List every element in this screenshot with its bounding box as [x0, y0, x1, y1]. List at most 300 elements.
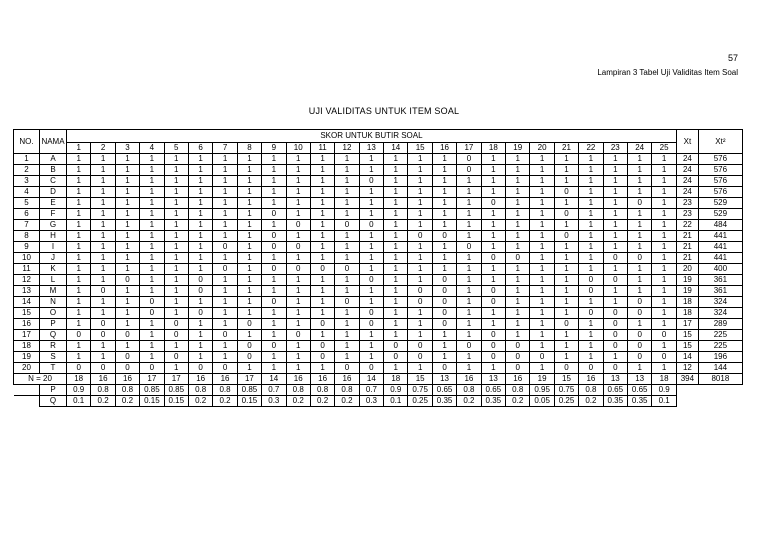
score-cell: 1: [530, 308, 554, 319]
score-cell: 0: [432, 319, 456, 330]
score-cell: 1: [213, 319, 237, 330]
p-cell: 0.8: [213, 385, 237, 396]
score-cell: 1: [67, 319, 91, 330]
score-cell: 0: [554, 231, 578, 242]
score-cell: 0: [579, 275, 603, 286]
blank-cell: [676, 396, 742, 407]
score-cell: 1: [408, 165, 432, 176]
score-cell: 1: [603, 297, 627, 308]
score-cell: 1: [188, 220, 212, 231]
score-cell: 1: [384, 286, 408, 297]
score-cell: 1: [91, 187, 115, 198]
score-cell: 1: [481, 242, 505, 253]
score-cell: 0: [481, 297, 505, 308]
q-cell: 0.2: [579, 396, 603, 407]
table-row: [14, 264, 743, 275]
score-cell: 0: [627, 198, 651, 209]
score-cell: 1: [384, 308, 408, 319]
score-cell: 1: [359, 154, 383, 165]
score-cell: 1: [457, 187, 481, 198]
xt-cell: 15: [676, 341, 698, 352]
xt-squared-cell: 225: [698, 330, 742, 341]
score-cell: 0: [213, 363, 237, 374]
score-cell: 1: [213, 198, 237, 209]
score-cell: 0: [115, 363, 139, 374]
score-cell: 1: [67, 209, 91, 220]
score-cell: 1: [627, 319, 651, 330]
score-cell: 0: [481, 286, 505, 297]
score-cell: 1: [481, 275, 505, 286]
score-cell: 1: [91, 308, 115, 319]
student-name: N: [40, 297, 67, 308]
total-cell: 13: [603, 374, 627, 385]
score-cell: 1: [188, 231, 212, 242]
score-cell: 1: [627, 363, 651, 374]
score-cell: 0: [603, 308, 627, 319]
score-cell: 0: [188, 286, 212, 297]
page-number: 57: [727, 53, 738, 63]
score-cell: 1: [335, 253, 359, 264]
score-cell: 1: [140, 264, 164, 275]
score-cell: 1: [335, 330, 359, 341]
score-cell: 1: [457, 209, 481, 220]
score-cell: 0: [164, 330, 188, 341]
xt-squared-cell: 529: [698, 209, 742, 220]
score-cell: 1: [579, 176, 603, 187]
score-cell: 1: [213, 220, 237, 231]
xt-cell: 19: [676, 275, 698, 286]
score-cell: 1: [213, 176, 237, 187]
score-cell: 1: [554, 198, 578, 209]
header-skor-group: SKOR UNTUK BUTIR SOAL: [67, 130, 677, 143]
score-cell: 1: [67, 220, 91, 231]
xt-cell: 23: [676, 209, 698, 220]
p-cell: 0.65: [432, 385, 456, 396]
score-cell: 1: [506, 264, 530, 275]
row-number: 17: [14, 330, 40, 341]
score-cell: 1: [652, 187, 677, 198]
score-cell: 1: [579, 242, 603, 253]
score-cell: 1: [140, 209, 164, 220]
total-cell: 14: [359, 374, 383, 385]
score-cell: 0: [554, 209, 578, 220]
header-item-number: 8: [237, 143, 261, 154]
score-cell: 1: [335, 198, 359, 209]
xt-cell: 22: [676, 220, 698, 231]
score-cell: 1: [457, 330, 481, 341]
score-cell: 0: [262, 242, 286, 253]
score-cell: 1: [140, 220, 164, 231]
score-cell: 1: [335, 154, 359, 165]
score-cell: 1: [530, 363, 554, 374]
score-cell: 1: [262, 187, 286, 198]
header-item-number: 9: [262, 143, 286, 154]
score-cell: 1: [335, 209, 359, 220]
q-row: [14, 396, 743, 407]
score-cell: 1: [115, 242, 139, 253]
score-cell: 1: [310, 253, 334, 264]
row-number: 3: [14, 176, 40, 187]
score-cell: 0: [188, 275, 212, 286]
score-cell: 1: [554, 308, 578, 319]
row-number: 13: [14, 286, 40, 297]
score-cell: 1: [237, 231, 261, 242]
score-cell: 1: [67, 297, 91, 308]
q-cell: 0.2: [115, 396, 139, 407]
score-cell: 1: [579, 187, 603, 198]
row-number: 9: [14, 242, 40, 253]
score-cell: 1: [91, 297, 115, 308]
total-cell: 19: [530, 374, 554, 385]
row-number: 11: [14, 264, 40, 275]
score-cell: 1: [506, 187, 530, 198]
score-cell: 1: [262, 165, 286, 176]
score-cell: 0: [506, 253, 530, 264]
score-cell: 1: [603, 209, 627, 220]
score-cell: 0: [237, 319, 261, 330]
score-cell: 1: [262, 253, 286, 264]
total-cell: 17: [237, 374, 261, 385]
score-cell: 1: [579, 264, 603, 275]
score-cell: 1: [237, 165, 261, 176]
score-cell: 1: [579, 220, 603, 231]
total-cell: 16: [310, 374, 334, 385]
score-cell: 1: [530, 209, 554, 220]
score-cell: 1: [91, 341, 115, 352]
score-cell: 1: [310, 297, 334, 308]
score-cell: 1: [237, 297, 261, 308]
score-cell: 1: [627, 264, 651, 275]
score-cell: 1: [506, 286, 530, 297]
total-cell: 13: [627, 374, 651, 385]
score-cell: 1: [91, 198, 115, 209]
score-cell: 0: [237, 341, 261, 352]
p-cell: 0.85: [164, 385, 188, 396]
q-cell: 0.15: [164, 396, 188, 407]
total-cell: 15: [408, 374, 432, 385]
score-cell: 0: [481, 198, 505, 209]
header-item-number: 11: [310, 143, 334, 154]
row-number: 16: [14, 319, 40, 330]
student-name: J: [40, 253, 67, 264]
score-cell: 0: [506, 363, 530, 374]
score-cell: 1: [579, 330, 603, 341]
score-cell: 1: [603, 165, 627, 176]
score-cell: 0: [310, 264, 334, 275]
score-cell: 1: [408, 330, 432, 341]
q-cell: 0.25: [408, 396, 432, 407]
score-cell: 1: [408, 308, 432, 319]
score-cell: 1: [627, 209, 651, 220]
blank-cell: [14, 396, 40, 407]
score-cell: 0: [554, 363, 578, 374]
score-cell: 1: [310, 330, 334, 341]
header-item-number: 20: [530, 143, 554, 154]
student-name: O: [40, 308, 67, 319]
score-cell: 1: [335, 165, 359, 176]
score-cell: 1: [579, 319, 603, 330]
q-cell: 0.1: [67, 396, 91, 407]
p-cell: 0.85: [237, 385, 261, 396]
score-cell: 1: [481, 308, 505, 319]
xt-squared-cell: 484: [698, 220, 742, 231]
xt-squared-cell: 225: [698, 341, 742, 352]
score-cell: 0: [359, 363, 383, 374]
score-cell: 1: [506, 297, 530, 308]
score-cell: 1: [213, 286, 237, 297]
score-cell: 1: [481, 220, 505, 231]
score-cell: 1: [140, 253, 164, 264]
score-cell: 1: [603, 176, 627, 187]
score-cell: 1: [457, 231, 481, 242]
score-cell: 1: [481, 187, 505, 198]
score-cell: 1: [164, 231, 188, 242]
score-cell: 1: [335, 352, 359, 363]
p-cell: 0.9: [652, 385, 677, 396]
header-item-number: 5: [164, 143, 188, 154]
score-cell: 1: [237, 286, 261, 297]
header-row-group: [14, 130, 743, 143]
score-cell: 1: [188, 198, 212, 209]
score-cell: 0: [627, 330, 651, 341]
p-cell: 0.9: [67, 385, 91, 396]
score-cell: 1: [188, 352, 212, 363]
p-cell: 0.8: [188, 385, 212, 396]
score-cell: 1: [554, 275, 578, 286]
score-cell: 1: [652, 363, 677, 374]
xt-squared-cell: 324: [698, 297, 742, 308]
xt-cell: 21: [676, 231, 698, 242]
score-cell: 0: [481, 253, 505, 264]
score-cell: 1: [91, 209, 115, 220]
score-cell: 1: [91, 231, 115, 242]
score-cell: 1: [286, 319, 310, 330]
score-cell: 1: [91, 253, 115, 264]
score-cell: 1: [310, 198, 334, 209]
score-cell: 1: [286, 363, 310, 374]
score-cell: 1: [262, 363, 286, 374]
xt-squared-cell: 400: [698, 264, 742, 275]
score-cell: 1: [359, 352, 383, 363]
score-cell: 1: [213, 231, 237, 242]
score-cell: 0: [384, 352, 408, 363]
total-cell: 16: [506, 374, 530, 385]
score-cell: 1: [652, 319, 677, 330]
xt-squared-cell: 361: [698, 275, 742, 286]
blank-cell: [676, 385, 742, 396]
xt-squared-cell: 289: [698, 319, 742, 330]
score-cell: 0: [627, 341, 651, 352]
score-cell: 1: [140, 154, 164, 165]
score-cell: 1: [115, 165, 139, 176]
xt-squared-cell: 144: [698, 363, 742, 374]
score-cell: 1: [359, 231, 383, 242]
table-row: [14, 187, 743, 198]
score-cell: 1: [310, 242, 334, 253]
score-cell: 1: [115, 220, 139, 231]
score-cell: 1: [140, 330, 164, 341]
score-cell: 1: [530, 264, 554, 275]
p-cell: 0.8: [335, 385, 359, 396]
total-cell: 16: [286, 374, 310, 385]
score-cell: 1: [652, 154, 677, 165]
score-cell: 1: [408, 275, 432, 286]
score-cell: 0: [481, 341, 505, 352]
q-cell: 0.2: [286, 396, 310, 407]
score-cell: 1: [67, 286, 91, 297]
score-cell: 1: [457, 297, 481, 308]
student-name: I: [40, 242, 67, 253]
q-cell: 0.2: [457, 396, 481, 407]
score-cell: 1: [91, 242, 115, 253]
score-cell: 1: [164, 341, 188, 352]
score-cell: 1: [335, 275, 359, 286]
score-cell: 1: [140, 319, 164, 330]
xt-squared-cell: 441: [698, 242, 742, 253]
header-item-number: 6: [188, 143, 212, 154]
score-cell: 1: [384, 319, 408, 330]
score-cell: 0: [140, 297, 164, 308]
total-xt-squared: 8018: [698, 374, 742, 385]
score-cell: 1: [335, 286, 359, 297]
score-cell: 1: [115, 198, 139, 209]
score-cell: 0: [432, 297, 456, 308]
xt-cell: 24: [676, 165, 698, 176]
p-cell: 0.7: [359, 385, 383, 396]
score-cell: 0: [359, 220, 383, 231]
score-cell: 1: [237, 198, 261, 209]
score-cell: 1: [310, 363, 334, 374]
table-row: [14, 286, 743, 297]
score-cell: 0: [335, 264, 359, 275]
score-cell: 1: [554, 352, 578, 363]
xt-cell: 18: [676, 308, 698, 319]
score-cell: 0: [91, 319, 115, 330]
table-title: UJI VALIDITAS UNTUK ITEM SOAL: [308, 106, 460, 116]
xt-squared-cell: 576: [698, 176, 742, 187]
score-cell: 1: [530, 165, 554, 176]
score-cell: 0: [432, 363, 456, 374]
header-item-number: 24: [627, 143, 651, 154]
score-cell: 1: [213, 165, 237, 176]
score-cell: 1: [115, 264, 139, 275]
student-name: D: [40, 187, 67, 198]
score-cell: 1: [286, 341, 310, 352]
xt-squared-cell: 529: [698, 198, 742, 209]
header-xt-squared: Xt²: [698, 130, 742, 154]
score-cell: 0: [384, 341, 408, 352]
table-row: [14, 198, 743, 209]
score-cell: 0: [408, 231, 432, 242]
score-cell: 1: [457, 352, 481, 363]
score-cell: 1: [481, 319, 505, 330]
score-cell: 1: [213, 187, 237, 198]
score-cell: 1: [188, 242, 212, 253]
table-row: [14, 209, 743, 220]
header-item-number: 13: [359, 143, 383, 154]
q-cell: 0.3: [262, 396, 286, 407]
score-cell: 0: [335, 363, 359, 374]
score-cell: 1: [384, 363, 408, 374]
score-cell: 1: [481, 165, 505, 176]
score-cell: 0: [213, 242, 237, 253]
table-row: [14, 297, 743, 308]
score-cell: 1: [164, 253, 188, 264]
score-cell: 0: [262, 341, 286, 352]
total-cell: 17: [164, 374, 188, 385]
score-cell: 0: [603, 275, 627, 286]
row-number: 18: [14, 341, 40, 352]
score-cell: 1: [530, 154, 554, 165]
score-cell: 1: [140, 341, 164, 352]
score-cell: 1: [457, 253, 481, 264]
total-cell: 13: [432, 374, 456, 385]
score-cell: 0: [603, 319, 627, 330]
score-cell: 1: [91, 154, 115, 165]
p-cell: 0.8: [286, 385, 310, 396]
p-cell: 0.85: [140, 385, 164, 396]
score-cell: 1: [384, 330, 408, 341]
score-cell: 0: [457, 154, 481, 165]
total-cell: 15: [554, 374, 578, 385]
score-cell: 1: [627, 231, 651, 242]
p-cell: 0.8: [457, 385, 481, 396]
score-cell: 1: [554, 154, 578, 165]
row-number: 14: [14, 297, 40, 308]
score-cell: 1: [67, 242, 91, 253]
score-cell: 1: [359, 297, 383, 308]
student-name: M: [40, 286, 67, 297]
score-cell: 1: [67, 275, 91, 286]
p-cell: 0.65: [481, 385, 505, 396]
table-row: [14, 165, 743, 176]
score-cell: 1: [115, 297, 139, 308]
score-cell: 1: [262, 176, 286, 187]
score-cell: 1: [530, 198, 554, 209]
score-cell: 1: [91, 275, 115, 286]
xt-cell: 24: [676, 187, 698, 198]
score-cell: 1: [164, 154, 188, 165]
score-cell: 1: [213, 154, 237, 165]
score-cell: 1: [359, 198, 383, 209]
student-name: G: [40, 220, 67, 231]
score-cell: 1: [91, 176, 115, 187]
q-cell: 0.2: [335, 396, 359, 407]
score-cell: 1: [506, 220, 530, 231]
score-cell: 1: [67, 231, 91, 242]
score-cell: 1: [408, 209, 432, 220]
score-cell: 1: [554, 297, 578, 308]
score-cell: 1: [481, 231, 505, 242]
score-cell: 0: [67, 330, 91, 341]
xt-cell: 14: [676, 352, 698, 363]
q-cell: 0.2: [91, 396, 115, 407]
score-cell: 1: [579, 198, 603, 209]
score-cell: 1: [603, 231, 627, 242]
p-label: P: [40, 385, 67, 396]
header-no: NO.: [14, 130, 40, 154]
score-cell: 0: [506, 341, 530, 352]
score-cell: 1: [652, 253, 677, 264]
q-label: Q: [40, 396, 67, 407]
score-cell: 1: [310, 154, 334, 165]
score-cell: 1: [530, 297, 554, 308]
score-cell: 1: [506, 231, 530, 242]
score-cell: 0: [262, 209, 286, 220]
score-cell: 0: [627, 297, 651, 308]
score-cell: 0: [140, 363, 164, 374]
score-cell: 1: [237, 363, 261, 374]
